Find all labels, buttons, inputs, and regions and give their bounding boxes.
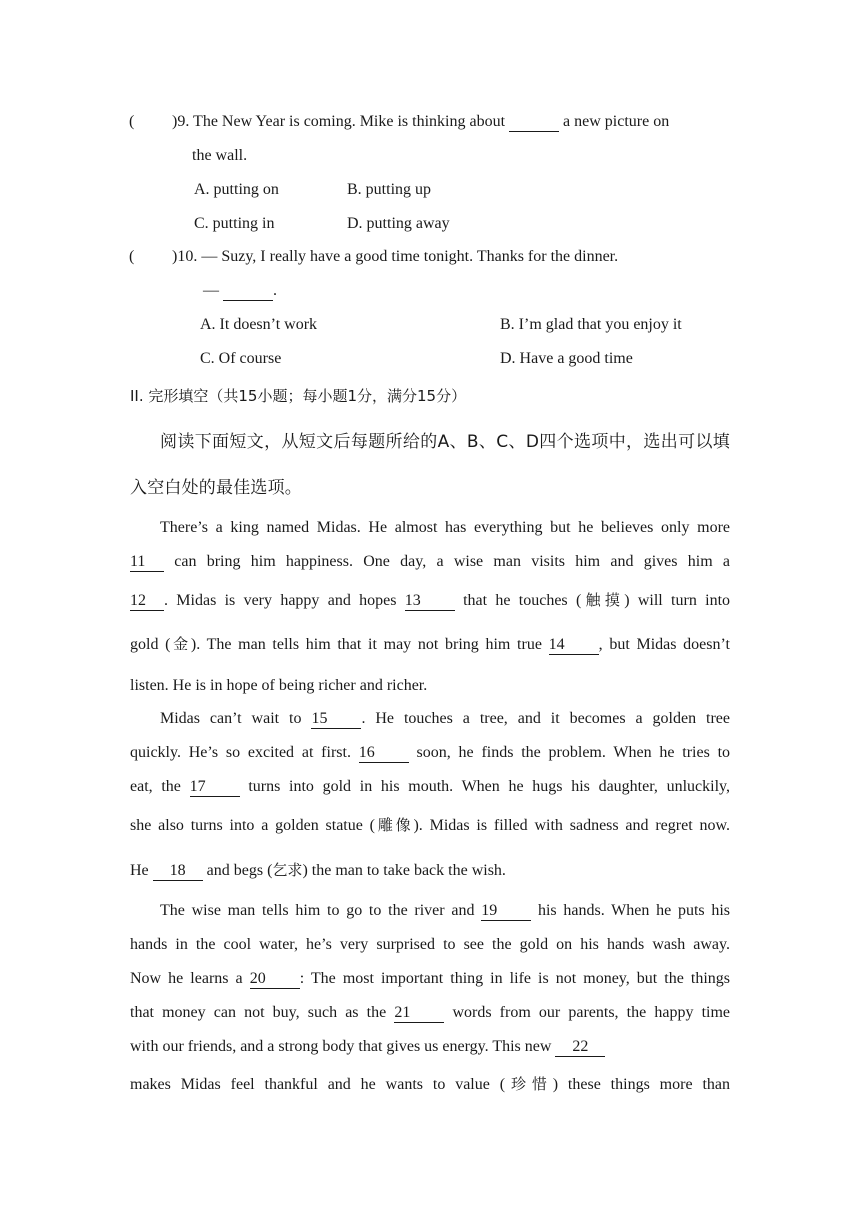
passage-text: ) will turn into xyxy=(624,592,731,609)
passage-line-6 xyxy=(160,711,730,729)
passage-text: turns into gold in his mouth. When he hugs his daughter, unluckily, xyxy=(248,778,731,795)
blank-12: 12 xyxy=(130,593,164,611)
passage-text: with our friends, and a strong body that gives us energy. This new xyxy=(130,1038,552,1055)
passage-line-8 xyxy=(130,779,730,797)
passage-text: Midas can’t wait to xyxy=(160,710,302,727)
passage-text: eat, the xyxy=(130,778,181,795)
q9-text-post: a new picture on xyxy=(563,113,670,130)
passage-line-16 xyxy=(130,1077,730,1093)
passage-line-2 xyxy=(130,554,730,572)
q10-option-b: B. I’m glad that you enjoy it xyxy=(500,316,682,333)
passage-line-9 xyxy=(130,818,730,834)
chinese-gloss: 乞求 xyxy=(272,861,303,879)
blank-13: 13 xyxy=(405,593,455,611)
passage-text: . Midas is very happy and hopes xyxy=(164,592,397,609)
q9-option-d: D. putting away xyxy=(347,215,450,232)
passage-line-1: There’s a king named Midas. He almost has everything but he believes only more xyxy=(160,519,730,536)
passage-line-3 xyxy=(130,593,730,611)
q10-option-c: C. Of course xyxy=(200,350,282,367)
q10-stem xyxy=(172,249,618,265)
passage-text: ). The man tells him that it may not bring him true xyxy=(190,636,542,653)
q9-text-pre: The New Year is coming. Mike is thinking about xyxy=(193,113,506,130)
section-2-instruction-line2: 入空白处的最佳选项。 xyxy=(130,478,302,498)
passage-text: : The most important thing in life is not money, but the things xyxy=(299,970,731,987)
passage-text: ) the man to take back the wish. xyxy=(302,862,506,879)
q10-option-a: A. It doesn’t work xyxy=(200,316,318,333)
chinese-gloss: 珍惜 xyxy=(505,1075,553,1093)
blank-21: 21 xyxy=(394,1005,444,1023)
passage-text: words from our parents, the happy time xyxy=(452,1004,731,1021)
passage-text: Now he learns a xyxy=(130,970,243,987)
blank-11: 11 xyxy=(130,554,164,572)
section-2-title: II. 完形填空（共15小题；每小题1分，满分15分） xyxy=(130,387,467,405)
q10-paren: ( xyxy=(129,248,135,265)
passage-text: and begs ( xyxy=(206,862,273,879)
q10-option-d: D. Have a good time xyxy=(500,350,633,367)
passage-line-7 xyxy=(130,745,730,763)
passage-text: gold ( xyxy=(130,636,171,653)
passage-line-5: listen. He is in hope of being richer and richer. xyxy=(130,677,428,694)
passage-text: , but Midas doesn’t xyxy=(598,636,730,653)
section-2-instruction-line1: 阅读下面短文，从短文后每题所给的A、B、C、D四个选项中，选出可以填 xyxy=(160,432,730,452)
blank-15: 15 xyxy=(311,711,361,729)
q10-dash: — xyxy=(203,282,219,299)
q9-stem xyxy=(172,114,669,132)
q9-option-c: C. putting in xyxy=(194,215,275,232)
passage-line-11 xyxy=(160,903,730,921)
passage-text: ) these things more than xyxy=(552,1076,730,1093)
q9-paren: ( xyxy=(129,113,135,130)
passage-line-13 xyxy=(130,971,730,989)
blank-20: 20 xyxy=(250,971,300,989)
passage-line-15 xyxy=(130,1039,605,1057)
passage-text: He xyxy=(130,862,149,879)
passage-text: she also turns into a golden statue ( xyxy=(130,817,375,834)
q9-number: )9. xyxy=(172,113,190,130)
blank-18: 18 xyxy=(153,863,203,881)
passage-text: that money can not buy, such as the xyxy=(130,1004,387,1021)
passage-text: The wise man tells him to go to the river and xyxy=(160,902,475,919)
passage-text: makes Midas feel thankful and he wants to value ( xyxy=(130,1076,506,1093)
chinese-gloss: 雕像 xyxy=(375,816,414,834)
passage-text: can bring him happiness. One day, a wise man visits him and gives him a xyxy=(174,553,731,570)
passage-text: ). Midas is filled with sadness and regret now. xyxy=(413,817,730,834)
q9-option-b: B. putting up xyxy=(347,181,432,198)
passage-text: his hands. When he puts his xyxy=(537,902,731,919)
blank-19: 19 xyxy=(481,903,531,921)
passage-text: . He touches a tree, and it becomes a golden tree xyxy=(361,710,731,727)
q9-option-a: A. putting on xyxy=(194,181,279,198)
blank-22: 22 xyxy=(555,1039,605,1057)
passage-text: soon, he finds the problem. When he tries to xyxy=(416,744,731,761)
q10-number: )10. xyxy=(172,248,198,265)
blank-14: 14 xyxy=(549,637,599,655)
passage-line-14 xyxy=(130,1005,730,1023)
passage-text: that he touches ( xyxy=(463,592,582,609)
q10-period: . xyxy=(273,282,277,299)
passage-line-4 xyxy=(130,637,730,655)
q10-response xyxy=(203,283,277,301)
chinese-gloss: 触摸 xyxy=(581,591,625,609)
q10-blank xyxy=(223,283,273,301)
q9-blank xyxy=(509,114,559,132)
chinese-gloss: 金 xyxy=(170,635,191,653)
passage-line-12: hands in the cool water, he’s very surprised to see the gold on his hands wash away. xyxy=(130,936,730,953)
passage-text: quickly. He’s so excited at first. xyxy=(130,744,351,761)
passage-line-10 xyxy=(130,863,506,881)
q10-text: — Suzy, I really have a good time tonight. Thanks for the dinner. xyxy=(201,248,619,265)
blank-16: 16 xyxy=(359,745,409,763)
blank-17: 17 xyxy=(190,779,240,797)
q9-line2: the wall. xyxy=(192,147,248,164)
